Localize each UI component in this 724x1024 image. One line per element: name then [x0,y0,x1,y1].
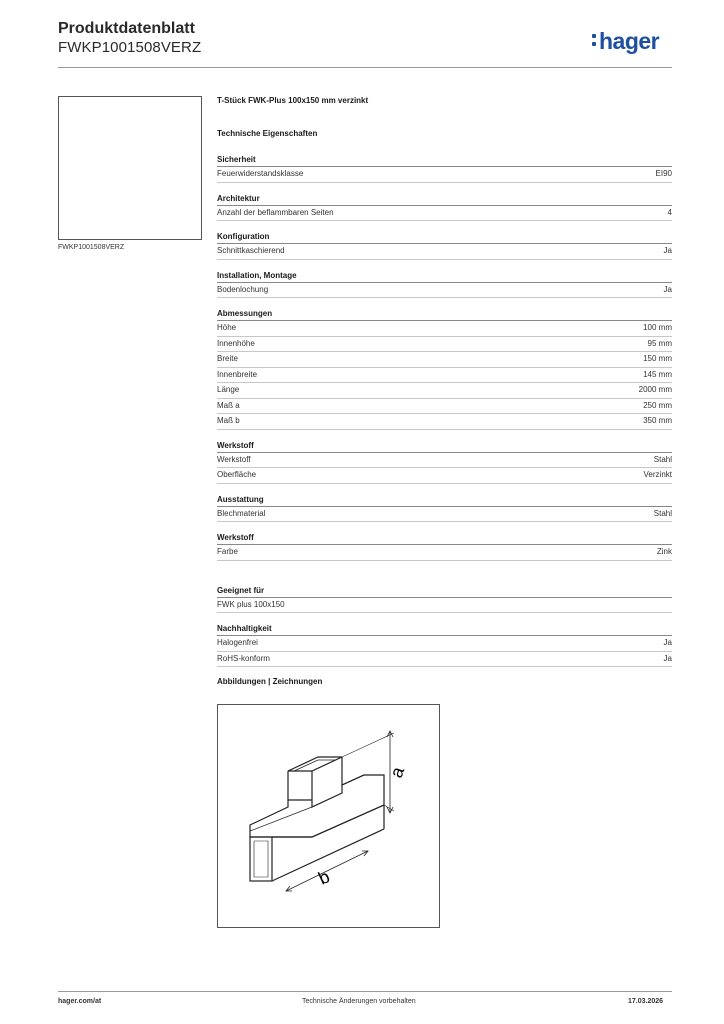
property-label: Farbe [217,547,238,556]
property-row [217,383,672,399]
hager-logo [592,28,659,55]
property-value: Zink [656,547,672,556]
group-heading: Werkstoff [217,440,672,453]
product-image-caption: FWKP1001508VERZ [58,244,125,251]
property-group [217,193,672,222]
technical-properties-title: Technische Eigenschaften [217,129,318,138]
property-label: Feuerwiderstandsklasse [217,169,304,178]
property-group [217,532,672,561]
group-heading: Abmessungen [217,308,672,321]
property-row [217,598,672,614]
property-label: Innenbreite [217,369,258,379]
property-row [217,453,672,469]
header-divider [58,67,672,68]
property-label: FWK plus 100x150 [217,599,285,609]
property-value: 95 mm [647,338,672,348]
footer-website[interactable]: hager.com/at [58,998,102,1005]
property-group [217,440,672,484]
property-value: 4 [667,207,672,217]
group-heading: Architektur [217,193,672,206]
property-row [217,507,672,523]
property-value: 250 mm [643,400,672,410]
property-group [217,270,672,299]
t-piece-drawing [218,705,439,927]
property-group [217,623,672,667]
property-label: Oberfläche [217,470,257,479]
property-value: EI90 [655,169,672,178]
property-value: Stahl [653,454,672,464]
product-details [217,96,672,694]
property-row [217,414,672,430]
property-value: Ja [663,653,672,663]
property-group [217,308,672,430]
property-value: 150 mm [643,354,672,363]
footer-divider [58,991,672,992]
property-row [217,167,672,183]
property-label: Höhe [217,323,237,332]
group-heading: Ausstattung [217,494,672,507]
property-groups [217,154,672,561]
property-label: Schnittkaschierend [217,246,285,255]
group-heading: Installation, Montage [217,270,672,283]
group-heading: Nachhaltigkeit [217,623,672,636]
article-number: FWKP1001508VERZ [58,39,202,56]
product-title: T-Stück FWK-Plus 100x150 mm verzinkt [217,96,369,105]
property-row [217,636,672,652]
property-group [217,494,672,523]
property-label: Maß b [217,416,240,425]
property-row [217,352,672,368]
property-group [217,585,672,614]
property-row [217,283,672,299]
property-value: Verzinkt [643,470,672,479]
property-group [217,154,672,183]
property-label: Innenhöhe [217,338,255,348]
property-row [217,545,672,561]
group-heading: Geeignet für [217,585,672,598]
property-label: RoHS-konform [217,653,270,663]
dimension-label-b: b [315,866,333,889]
property-label: Werkstoff [217,454,251,464]
dimension-label-a: a [385,764,409,781]
property-group [217,231,672,260]
suitable-for-group [217,585,672,614]
property-label: Breite [217,354,238,363]
logo-dots-icon [592,28,597,50]
property-value: 100 mm [643,323,672,332]
property-value: Stahl [653,508,672,518]
property-row [217,368,672,384]
footer-notice: Technische Änderungen vorbehalten [302,998,416,1005]
group-heading: Sicherheit [217,154,672,167]
drawings-title: Abbildungen | Zeichnungen [217,677,323,686]
group-heading: Konfiguration [217,231,672,244]
property-value: Ja [663,246,672,255]
logo-text: hager [599,28,660,54]
property-row [217,399,672,415]
page-title: Produktdatenblatt [58,20,195,37]
technical-drawing [217,704,440,928]
property-value: Ja [663,284,672,294]
property-row [217,321,672,337]
property-row [217,652,672,668]
property-value: 350 mm [643,416,672,425]
property-label: Länge [217,385,240,394]
property-label: Halogenfrei [217,638,258,647]
property-value: Ja [663,638,672,647]
property-value: 145 mm [643,369,672,379]
property-label: Maß a [217,400,240,410]
product-image [58,96,202,240]
property-label: Anzahl der beflammbaren Seiten [217,207,334,217]
property-row [217,244,672,260]
property-label: Blechmaterial [217,508,266,518]
property-row [217,468,672,484]
property-row [217,206,672,222]
property-label: Bodenlochung [217,284,269,294]
footer-date: 17.03.2026 [628,998,664,1005]
property-value: 2000 mm [638,385,672,394]
sustainability-group [217,623,672,667]
property-row [217,337,672,353]
group-heading: Werkstoff [217,532,672,545]
